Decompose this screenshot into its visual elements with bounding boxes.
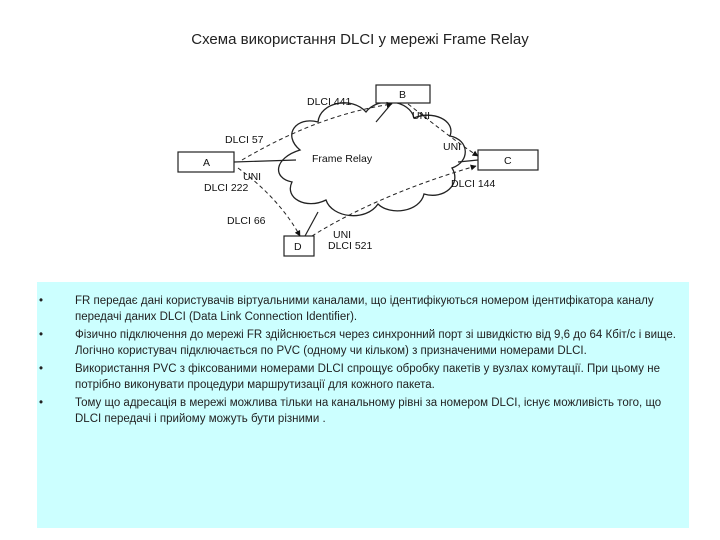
text-panel [37, 282, 689, 528]
node-d-label: D [294, 241, 302, 253]
label-uni-a: UNI [243, 171, 262, 183]
node-b-label: B [399, 89, 407, 101]
label-uni-c: UNI [443, 141, 462, 153]
label-dlci-144: DLCI 144 [451, 178, 496, 190]
label-dlci-222: DLCI 222 [204, 182, 249, 194]
node-a-label: A [203, 157, 211, 169]
bullet-item [37, 327, 689, 359]
node-c-label: C [504, 155, 512, 167]
bullet-marker: • [39, 363, 44, 375]
label-dlci-66: DLCI 66 [227, 215, 266, 227]
link-d [305, 212, 318, 236]
label-dlci-521: DLCI 521 [328, 240, 373, 252]
bullet-item [37, 293, 689, 325]
bullet-marker: • [39, 295, 44, 307]
label-uni-d: UNI [333, 229, 352, 241]
label-uni-b: UNI [412, 110, 431, 122]
bullet-item [37, 395, 689, 427]
bullet-text: Фізично підключення до мережі FR здійснюється через синхронний порт зі швидкістю від 9,6 до 64 Кбіт/с і вище. Логічно користувач підключається по PVC (одному чи кільком) з призначеними номерами DLCI. [75, 329, 676, 357]
bullet-marker: • [39, 329, 44, 341]
page-title: Схема використання DLCI у мережі Frame Relay [191, 31, 529, 48]
label-dlci-441: DLCI 441 [307, 96, 352, 108]
cloud-label: Frame Relay [312, 153, 373, 165]
bullet-marker: • [39, 397, 44, 409]
bullet-text: FR передає дані користувачів віртуальними каналами, що ідентифікуються номером ідентифікатора каналу передачі даних DLCI (Data Link Connection Identifier). [75, 295, 654, 323]
bullet-text: Використання PVC з фіксованими номерами DLCI спрощує обробку пакетів у вузлах комутації. При цьому не потрібно виконувати процедури маршрутизації для кожного пакета. [75, 363, 660, 391]
bullet-item [37, 361, 689, 393]
label-dlci-57: DLCI 57 [225, 134, 264, 146]
bullet-text: Тому що адресація в мережі можлива тільки на канальному рівні за номером DLCI, існує можливість того, що DLCI передачі і прийому можуть бути різними . [75, 397, 662, 425]
